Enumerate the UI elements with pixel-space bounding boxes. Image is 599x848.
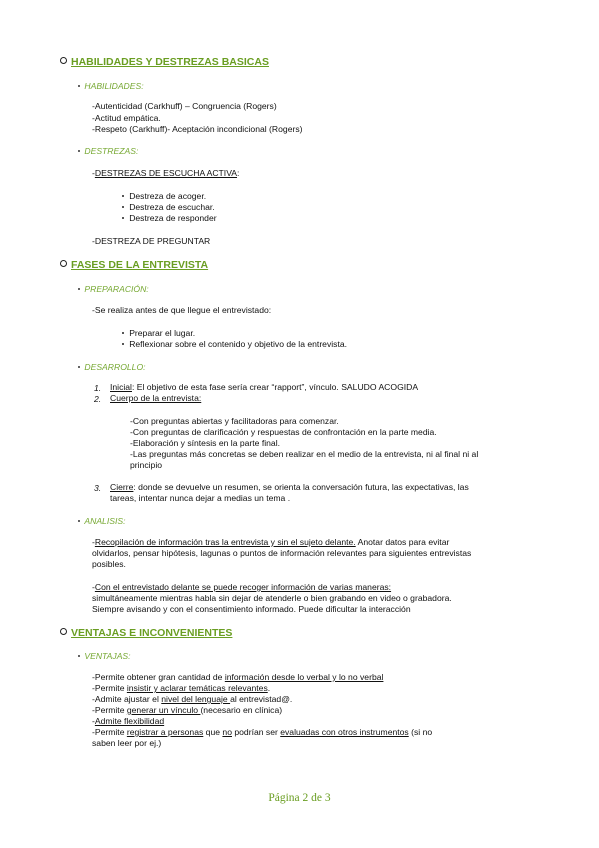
ventajas-line: -Permite obtener gran cantidad de información desde lo verbal y lo no verbal: [92, 672, 384, 682]
ventajas-line: -Admite flexibilidad: [92, 716, 165, 726]
section-title: HABILIDADES Y DESTREZAS BASICAS: [71, 56, 269, 68]
subheading-destrezas: DESTREZAS:: [78, 146, 138, 156]
analisis-p2-line3: Siempre avisando y con el consentimiento informado. Puede dificultar la interacción: [92, 604, 411, 614]
destrezas-escucha-heading: -DESTREZAS DE ESCUCHA ACTIVA:: [92, 168, 240, 178]
circle-bullet-icon: [60, 57, 67, 64]
bullet-icon: [78, 655, 80, 657]
subheading-analisis: ANALISIS:: [78, 516, 125, 526]
subheading-preparacion: PREPARACIÓN:: [78, 284, 149, 294]
section-title: FASES DE LA ENTREVISTA: [71, 259, 209, 271]
bullet-icon: [78, 150, 80, 152]
cuerpo-line: -Elaboración y síntesis en la parte final.: [130, 438, 280, 448]
section-heading-ventajas: [60, 627, 232, 639]
analisis-p1-line2: olvidarlos, pensar hipótesis, lagunas o puntos de información relevantes para siguientes entrevistas: [92, 548, 472, 558]
list-item: Reflexionar sobre el contenido y objetivo de la entrevista.: [122, 339, 347, 349]
cuerpo-line: -Con preguntas de clarificación y respuestas de confrontación en la parte media.: [130, 427, 437, 437]
analisis-p1-line3: posibles.: [92, 559, 126, 569]
desarrollo-item-cierre: Cierre: donde se devuelve un resumen, se orienta la conversación futura, las expectativas, las: [110, 482, 469, 492]
list-item: Destreza de acoger.: [122, 191, 206, 201]
circle-bullet-icon: [60, 260, 67, 267]
cuerpo-line: principio: [130, 460, 163, 470]
analisis-p2-line1: -Con el entrevistado delante se puede recoger información de varias maneras:: [92, 582, 392, 592]
bullet-icon: [78, 288, 80, 290]
ventajas-line: -Permite insistir y aclarar temáticas relevantes.: [92, 683, 271, 693]
cierre-line: tareas, intentar nunca dejar a medias un tema .: [110, 493, 291, 503]
bullet-icon: [78, 85, 80, 87]
habilidades-line: -Autenticidad (Carkhuff) – Congruencia (Rogers): [92, 101, 277, 111]
circle-bullet-icon: [60, 628, 67, 635]
list-number: 1.: [94, 383, 102, 393]
ventajas-line: -Permite registrar a personas que no podrían ser evaluadas con otros instrumentos (si no: [92, 727, 433, 737]
section-heading-habilidades-destrezas: [60, 56, 269, 68]
cuerpo-line: -Con preguntas abiertas y facilitadoras para comenzar.: [130, 416, 339, 426]
subheading-desarrollo: DESARROLLO:: [78, 362, 146, 372]
preparacion-intro: -Se realiza antes de que llegue el entrevistado:: [92, 305, 272, 315]
bullet-icon: [78, 366, 80, 368]
desarrollo-item-cuerpo: Cuerpo de la entrevista:: [110, 393, 202, 403]
ventajas-line: saben leer por ej.): [92, 738, 162, 748]
list-item: Destreza de responder: [122, 213, 217, 223]
list-item: Preparar el lugar.: [122, 328, 195, 338]
list-number: 2.: [94, 394, 102, 404]
ventajas-line: -Permite generar un vínculo (necesario en clínica): [92, 705, 283, 715]
list-number: 3.: [94, 483, 102, 493]
list-item: Destreza de escuchar.: [122, 202, 215, 212]
subheading-habilidades: HABILIDADES:: [78, 81, 144, 91]
section-heading-fases: [60, 259, 208, 271]
cuerpo-line: -Las preguntas más concretas se deben realizar en el medio de la entrevista, ni al final ni al: [130, 449, 479, 459]
ventajas-line: -Admite ajustar el nivel del lenguaje al entrevistad@.: [92, 694, 293, 704]
subheading-ventajas: VENTAJAS:: [78, 651, 131, 661]
analisis-p1-line1: -Recopilación de información tras la entrevista y sin el sujeto delante. Anotar datos para evitar: [92, 537, 450, 547]
habilidades-line: -Respeto (Carkhuff)- Aceptación incondicional (Rogers): [92, 124, 303, 134]
bullet-icon: [78, 520, 80, 522]
analisis-p2-line2: simultáneamente mientras habla sin dejar de atenderle o bien grabando en video o grabadora.: [92, 593, 452, 603]
habilidades-line: -Actitud empática.: [92, 113, 161, 123]
destreza-preguntar: -DESTREZA DE PREGUNTAR: [92, 236, 211, 246]
desarrollo-item-inicial: Inicial: El objetivo de esta fase sería crear “rapport”, vínculo. SALUDO ACOGIDA: [110, 382, 419, 392]
section-title: VENTAJAS E INCONVENIENTES: [71, 627, 233, 639]
page-number-footer: Página 2 de 3: [268, 792, 331, 804]
